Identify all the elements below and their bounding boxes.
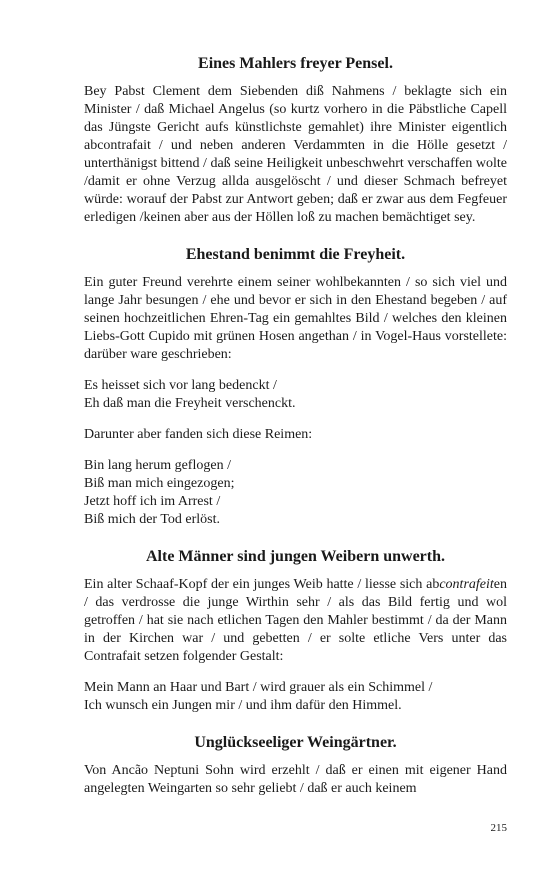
middle-text xyxy=(84,426,507,444)
section-paragraph: Bey Pabst Clement dem Siebenden diß Nahmens / beklagte sich ein Minister / daß Michael Angelus (so kurtz vorhero in die Päbstliche Capell das Jüngste Gericht aufs künstlichste gemahlet) ihre Minister eigentlich abcontrafait / und neben anderen Verdammten in die Hölle gesetzt / unterthänigst bittend / daß seine Heiligkeit unbeschwehrt verschaffen wolte /damit er ohne Verzug allda ausgelöscht / und dieser Schmach befreyet würde: worauf der Pabst zur Antwort geben; daß er zwar aus dem Fegfeuer erledigen /keinen aber aus der Höllen loß zu machen bemächtiget sey. xyxy=(84,84,507,225)
section-mahler xyxy=(84,54,507,227)
verse-line: Bin lang herum geflogen / xyxy=(84,458,231,473)
text-line: Darunter aber fanden sich diese Reimen: xyxy=(84,427,313,442)
verse-line: Ich wunsch ein Jungen mir / und ihm dafür den Himmel. xyxy=(84,698,402,713)
verse-line: Es heisset sich vor lang bedenckt / xyxy=(84,378,277,393)
section-title: Alte Männer sind jungen Weibern unwerth. xyxy=(146,548,445,565)
verse-line: Mein Mann an Haar und Bart / wird grauer als ein Schimmel / xyxy=(84,680,433,695)
verse-line: Biß mich der Tod erlöst. xyxy=(84,512,221,527)
section-paragraph: Ein guter Freund verehrte einem seiner wohlbekannten / so sich viel und lange Jahr besungen / ehe und bevor er sich in den Ehestand begeben / auf seinen hochzeitlichen Ehren-Tag ein gemahltes Bild / welches den kleinen Liebs-Gott Cupido mit grünen Hosen angethan / in Vogel-Haus vorstellete: darüber ware geschrieben: xyxy=(84,275,507,362)
verse-line: Jetzt hoff ich im Arrest / xyxy=(84,494,221,509)
verse-line: Biß man mich eingezogen; xyxy=(84,476,235,491)
text-run: en / das verdrosse die junge Wirthin sehr / als das Bild fertig und wol getroffen / hat sie nach etlichen Tagen den Mahler bestimmt / da der Mann in der Kirchen war / und gebetten / er solte etliche Vers unter das Contrafait setzen folgender Gestalt: xyxy=(84,577,507,664)
section-weingaertner xyxy=(84,733,507,798)
section-paragraph: Von Ancão Neptuni Sohn wird erzehlt / daß er einen mit eigener Hand angelegten Weingarten so sehr geliebt / daß er auch keinem xyxy=(84,763,507,796)
section-title: Ehestand benimmt die Freyheit. xyxy=(185,246,406,263)
verse-line: Eh daß man die Freyheit verschenckt. xyxy=(84,396,296,411)
page-body xyxy=(84,54,507,816)
verse-block xyxy=(84,679,507,715)
text-run: Ein alter Schaaf-Kopf der ein junges Weib hatte / liesse sich ab xyxy=(84,577,440,592)
page-number: 215 xyxy=(490,822,507,834)
verse-block xyxy=(84,457,507,529)
verse-block xyxy=(84,377,507,413)
section-alte-maenner xyxy=(84,547,507,715)
section-ehestand xyxy=(84,245,507,529)
section-title: Eines Mahlers freyer Pensel. xyxy=(198,55,393,72)
section-title: Unglückseeliger Weingärtner. xyxy=(194,734,397,751)
italic-run: contrafeit xyxy=(439,577,494,592)
section-paragraph xyxy=(84,576,507,666)
